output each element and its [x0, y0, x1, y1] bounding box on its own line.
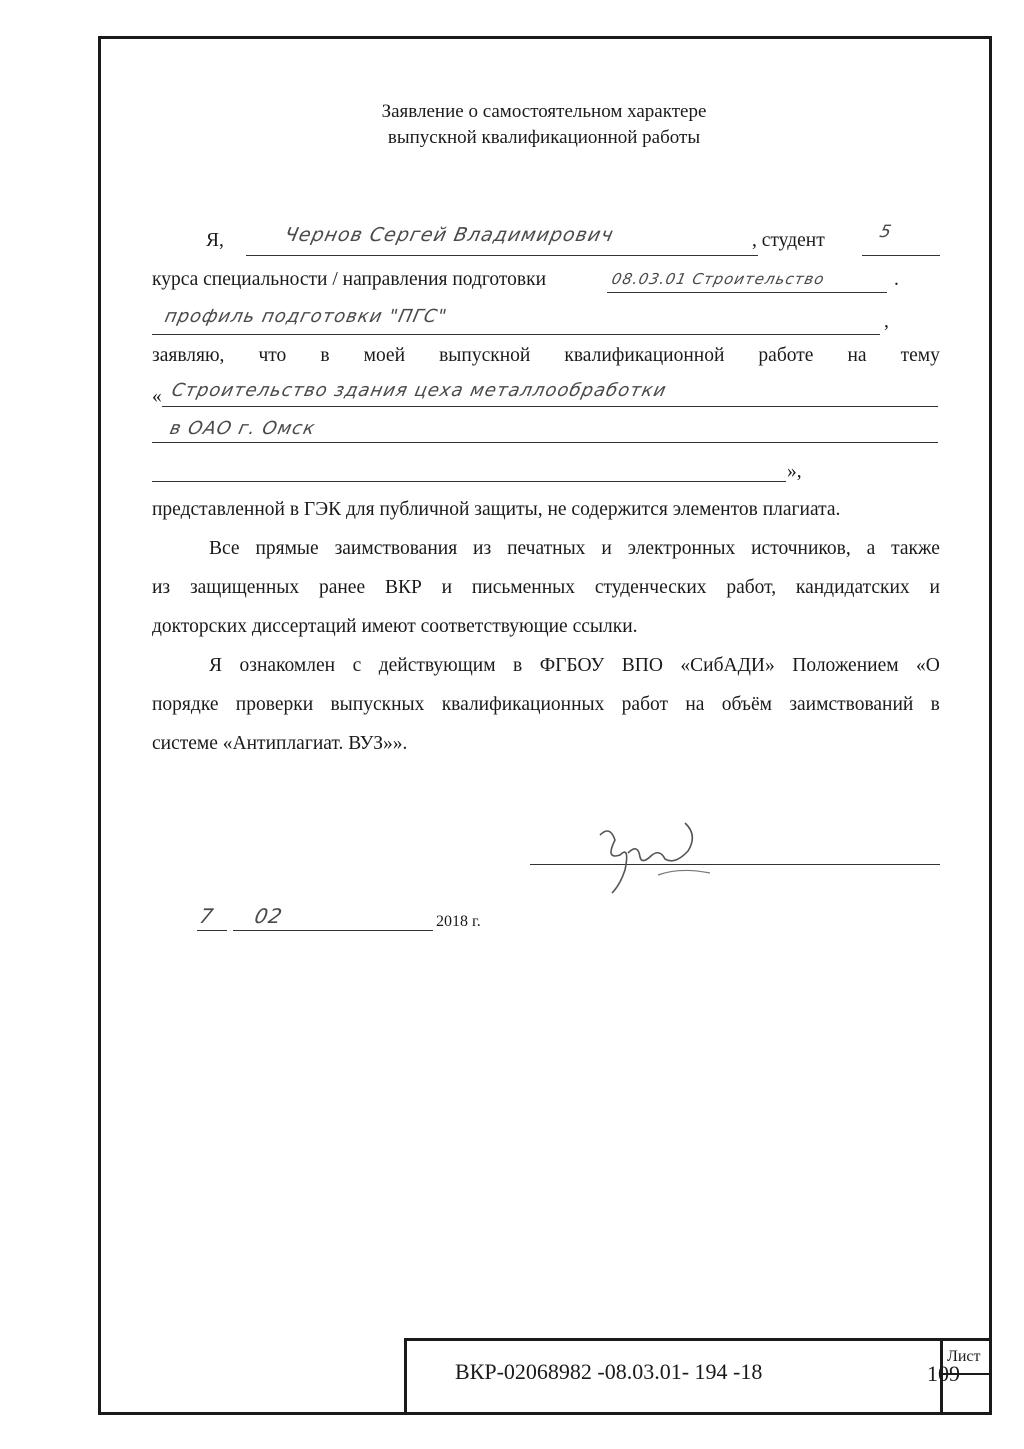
- word: что: [258, 345, 287, 366]
- word: ФГБОУ: [539, 655, 605, 676]
- word: Я: [209, 655, 223, 676]
- word: работ: [621, 694, 669, 715]
- word: ВПО: [621, 655, 663, 676]
- word: работ,: [726, 577, 777, 598]
- paragraph-3-line-2: [152, 695, 940, 715]
- word: Все: [209, 538, 240, 559]
- word: и: [601, 538, 612, 559]
- date-year: 2018 г.: [436, 913, 481, 930]
- declare-line: [152, 346, 940, 366]
- statement-prefix: Я,: [206, 230, 224, 251]
- word: объём: [721, 694, 772, 715]
- specialty-underline: [607, 292, 887, 293]
- word: заимствования: [334, 538, 458, 559]
- paragraph-3-line-3: системе «Антиплагиат. ВУЗ»».: [152, 733, 408, 754]
- quote-open: «: [152, 386, 162, 407]
- word: на: [685, 694, 705, 715]
- topic-handwritten-line-1: Строительство здания цеха металлообработки: [169, 380, 669, 401]
- date-month-underline: [233, 930, 433, 931]
- topic-underline-1: [162, 406, 938, 407]
- word: на: [847, 345, 867, 366]
- profile-underline: [152, 334, 880, 335]
- name-underline: [246, 255, 758, 256]
- word: выпускной: [439, 345, 531, 366]
- word: защищенных: [189, 577, 300, 598]
- topic-handwritten-line-2: в ОАО г. Омск: [167, 418, 318, 439]
- word: заявляю,: [152, 345, 225, 366]
- word: а: [866, 538, 876, 559]
- word: и: [929, 577, 940, 598]
- word: заимствований: [789, 694, 914, 715]
- specialty-handwritten: 08.03.01 Строительство: [610, 270, 827, 288]
- word: ВКР: [384, 577, 422, 598]
- student-label: , студент: [752, 230, 825, 251]
- word: в: [513, 655, 523, 676]
- topic-underline-2: [152, 442, 938, 443]
- date-day-underline: [197, 930, 227, 931]
- statement-conclusion: представленной в ГЭК для публичной защиты, не содержится элементов плагиата.: [152, 499, 841, 520]
- specialty-end: .: [894, 269, 899, 290]
- document-title-line-2: выпускной квалификационной работы: [387, 127, 701, 148]
- word: ознакомлен: [239, 655, 336, 676]
- topic-underline-3: [152, 481, 786, 482]
- profile-end: ,: [884, 311, 889, 332]
- word: студенческих: [594, 577, 707, 598]
- word: и: [441, 577, 453, 598]
- paragraph-2-line-3: докторских диссертаций имеют соответствующие ссылки.: [152, 616, 638, 637]
- course-handwritten: 5: [877, 222, 894, 242]
- paragraph-2-line-2: [152, 578, 940, 598]
- word: работе: [758, 345, 814, 366]
- word: тему: [900, 345, 940, 366]
- word: в: [320, 345, 330, 366]
- word: квалификационной: [564, 345, 725, 366]
- word: порядке: [152, 694, 219, 715]
- sheet-label: Лист: [947, 1348, 981, 1365]
- word: «СибАДИ»: [680, 655, 775, 676]
- word: ранее: [318, 577, 366, 598]
- specialty-label: курса специальности / направления подготовки: [152, 269, 547, 290]
- sheet-number: 109: [927, 1361, 960, 1386]
- paragraph-3-line-1: [209, 656, 940, 676]
- student-name-handwritten: Чернов Сергей Владимирович: [282, 224, 616, 246]
- word: в: [930, 694, 940, 715]
- word: из: [473, 538, 492, 559]
- word: проверки: [235, 694, 314, 715]
- word: моей: [363, 345, 406, 366]
- word: кандидатских: [795, 577, 910, 598]
- word: источников,: [751, 538, 851, 559]
- signature-image: [580, 815, 720, 895]
- word: действующим: [378, 655, 496, 676]
- course-underline: [862, 255, 940, 256]
- document-title-line-1: Заявление о самостоятельном характере: [381, 101, 707, 122]
- word: с: [352, 655, 362, 676]
- profile-handwritten: профиль подготовки "ПГС": [162, 306, 450, 327]
- word: выпускных: [330, 694, 425, 715]
- word: «О: [916, 655, 940, 676]
- word: квалификационных: [441, 694, 605, 715]
- word: письменных: [471, 577, 575, 598]
- paragraph-2-line-1: [209, 539, 940, 559]
- date-day-handwritten: 7: [197, 904, 217, 928]
- word: прямые: [255, 538, 319, 559]
- word: из: [152, 577, 171, 598]
- title-block: [404, 1338, 989, 1412]
- word: печатных: [507, 538, 586, 559]
- word: также: [891, 538, 940, 559]
- document-code: ВКР-02068982 -08.03.01- 194 -18: [455, 1359, 763, 1384]
- date-month-handwritten: 02: [252, 904, 286, 928]
- word: Положением: [792, 655, 899, 676]
- quote-close: »,: [787, 461, 802, 482]
- word: электронных: [627, 538, 736, 559]
